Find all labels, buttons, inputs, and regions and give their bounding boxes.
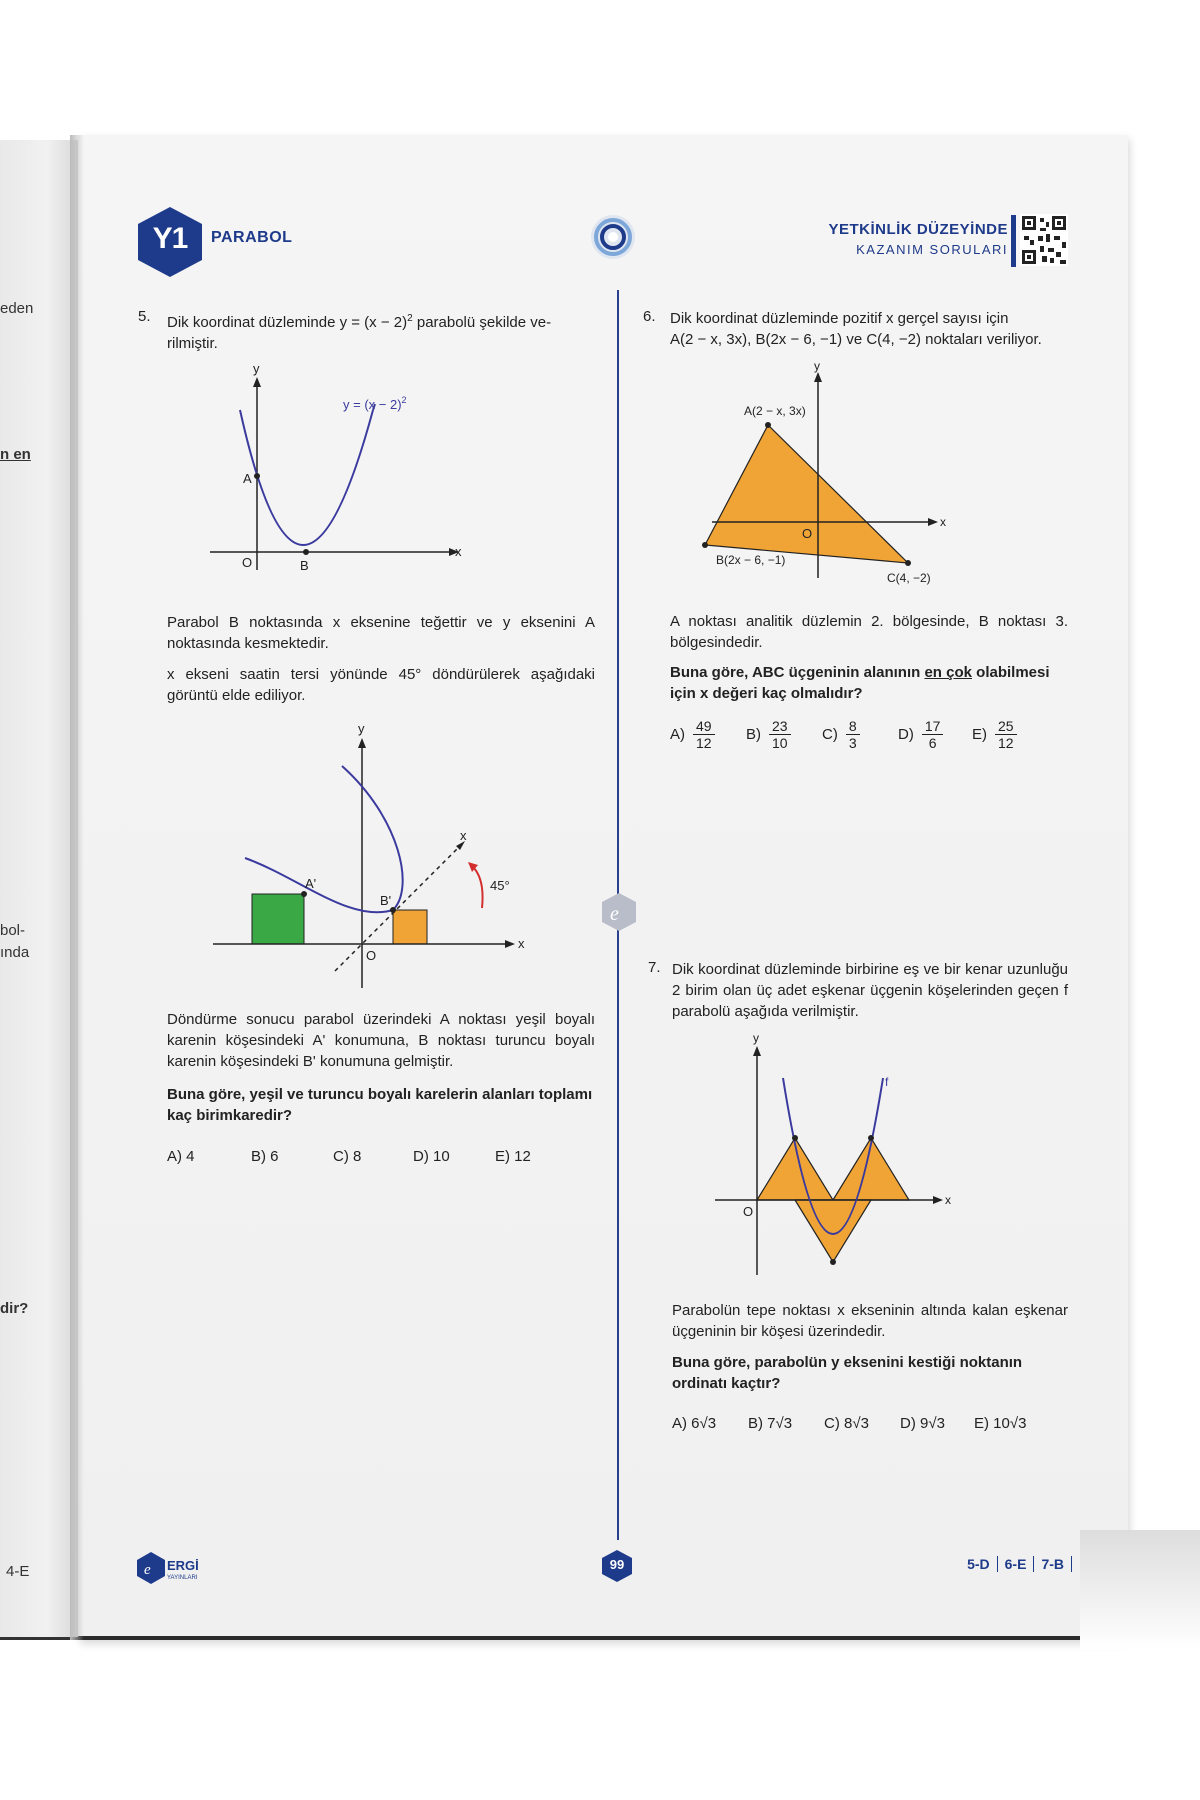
q6-intro-line-2: A(2 − x, 3x), B(2x − 6, −1) ve C(4, −2) noktaları veriliyor.: [670, 331, 1042, 348]
prev-page-fragment: 4-E: [6, 1563, 30, 1580]
q5-intro-exponent: 2: [407, 313, 413, 324]
label-x: x: [940, 515, 946, 529]
triangle-abc: [705, 425, 908, 563]
prev-page-fragment: ında: [0, 944, 30, 961]
vertex-point: [868, 1135, 874, 1141]
label-y: y: [814, 360, 820, 373]
q5-option[interactable]: E) 12: [495, 1148, 531, 1165]
label-x: x: [455, 544, 462, 559]
figure-q7-triangles: [705, 1030, 965, 1285]
label-origin: O: [242, 555, 253, 570]
q6-option[interactable]: A) $\frac{49}{12}$: [670, 718, 746, 751]
logo-text: ERGİ: [167, 1558, 199, 1573]
q7-paragraph-1: Parabolün tepe noktası x ekseninin altında kalan eşkenar üçgeninin bir köşesi üzerindedir.: [672, 1302, 1068, 1340]
q5-intro-text-c: rilmiştir.: [167, 335, 218, 352]
series-subtitle: KAZANIM SORULARI: [856, 242, 1008, 257]
curve-equation-label: $y = (x - 2)^2$: [343, 395, 407, 412]
rotated-parabola: [245, 766, 403, 912]
q6-paragraph-1: A noktası analitik düzlemin 2. bölgesinde, B noktası 3. bölgesindedir.: [670, 613, 1068, 651]
label-b: B: [300, 558, 309, 573]
q6-question: [670, 662, 1070, 704]
answer-key-item: 5-D: [960, 1556, 998, 1572]
q6-option[interactable]: D) $\frac{17}{6}$: [898, 718, 972, 751]
answer-key-item: 7-B: [1034, 1556, 1072, 1572]
q5-option[interactable]: A) 4: [167, 1148, 195, 1165]
q5-question: Buna göre, yeşil ve turuncu boyalı karelerin alanları toplamı kaç birimkaredir?: [167, 1086, 593, 1124]
q6-intro-line-1: Dik koordinat düzleminde pozitif x gerçel sayısı için: [670, 310, 1009, 327]
logo-hexagon-icon: [137, 1552, 165, 1584]
point-a: [765, 422, 771, 428]
unit-badge-label: Y1: [152, 222, 188, 255]
q5-intro-text: Dik koordinat düzleminde y = (x − 2): [167, 314, 408, 331]
y-axis-arrow-icon: [753, 1046, 761, 1056]
label-angle: 45°: [490, 878, 510, 893]
x-axis-arrow-icon: [928, 518, 938, 526]
question-5-intro: [167, 308, 595, 354]
q6-question-underlined: en çok: [924, 664, 972, 681]
header-accent-bar: [1011, 215, 1016, 267]
figure-q5-parabola: [205, 360, 475, 575]
label-y: y: [253, 361, 260, 376]
point-c: [905, 560, 911, 566]
q6-option[interactable]: C) $\frac{8}{3}$: [822, 718, 898, 751]
x-axis-arrow-icon: [505, 940, 515, 948]
y-axis-arrow-icon: [814, 372, 822, 382]
label-f: f: [885, 1075, 889, 1089]
q7-option[interactable]: E) 10√3: [974, 1415, 1027, 1432]
label-c: C(4, −2): [887, 571, 931, 585]
figure-q5-rotated: [210, 718, 540, 993]
q6-question-text: Buna göre, ABC üçgeninin alanının: [670, 664, 925, 681]
prev-page-fragment: eden: [0, 300, 34, 317]
label-origin: O: [802, 526, 813, 541]
prev-page-fragment: bol-: [0, 922, 26, 939]
spine-shadow: [70, 135, 84, 1640]
q6-option[interactable]: B) $\frac{23}{10}$: [746, 718, 822, 751]
q6-question-text-b: olabilmesi için x değeri kaç olmalıdır?: [670, 664, 1050, 702]
label-origin: O: [366, 948, 377, 963]
page-number: 99: [609, 1557, 625, 1572]
q7-option[interactable]: B) 7√3: [748, 1415, 793, 1432]
q5-paragraph-1: Parabol B noktasında x eksenine teğettir ve y eksenini A noktasında kesmektedir.: [167, 614, 595, 652]
label-rotated-x: x: [460, 828, 467, 843]
q6-options: [670, 718, 1048, 751]
question-5-number: 5.: [138, 308, 151, 325]
q5-option[interactable]: B) 6: [251, 1148, 279, 1165]
unit-title: PARABOL: [211, 229, 293, 246]
x-axis-arrow-icon: [933, 1196, 943, 1204]
q5-paragraph-2: x ekseni saatin tersi yönünde 45° döndürülerek aşağıdaki görüntü elde ediliyor.: [167, 666, 595, 704]
triangle-bottom: [795, 1200, 871, 1262]
label-b-prime: B': [380, 893, 392, 908]
q7-options: [672, 1415, 1050, 1432]
vertex-point: [792, 1135, 798, 1141]
question-6-intro: [670, 308, 1070, 350]
q5-options: [167, 1148, 575, 1165]
label-a: A(2 − x, 3x): [744, 404, 806, 418]
rotation-arrow: [472, 866, 483, 908]
point-a: [254, 473, 260, 479]
q5-paragraph-3: Döndürme sonucu parabol üzerindeki A noktası yeşil boyalı karenin köşesindeki A' konumuna, B noktası turuncu boyalı karenin köşesindeki B' konumuna gelmiştir.: [167, 1011, 595, 1070]
q7-option[interactable]: D) 9√3: [900, 1415, 945, 1432]
label-b: B(2x − 6, −1): [716, 553, 786, 567]
figure-q6-triangle: [700, 360, 960, 585]
label-x: x: [945, 1193, 951, 1207]
label-a-prime: A': [305, 876, 317, 891]
point-b: [702, 542, 708, 548]
qr-code-icon[interactable]: [1020, 214, 1068, 266]
svg-text:e: e: [144, 1562, 151, 1578]
y-axis-arrow-icon: [253, 377, 261, 387]
label-origin: O: [743, 1204, 754, 1219]
previous-page: [0, 140, 78, 1640]
label-y: y: [358, 721, 365, 736]
parabola-curve: [240, 410, 373, 545]
answer-key-item: 6-E: [998, 1556, 1035, 1572]
publisher-ring-icon: [588, 212, 638, 262]
q5-intro-text-b: parabolü şekilde ve-: [412, 314, 552, 331]
question-7-number: 7.: [648, 959, 661, 976]
q6-option[interactable]: E) $\frac{25}{12}$: [972, 718, 1048, 751]
logo-subtext: YAYINLARI: [167, 1575, 198, 1581]
point-a-prime: [301, 891, 307, 897]
orange-square: [393, 910, 427, 944]
q5-option[interactable]: C) 8: [333, 1148, 362, 1165]
page-shadow: [1080, 1530, 1200, 1650]
point-b: [303, 549, 309, 555]
question-7-intro: Dik koordinat düzleminde birbirine eş ve bir kenar uzunluğu 2 birim olan üç adet eşkenar üçgenin köşelerinden geçen f parabolü aşağıda verilmiştir.: [672, 961, 1068, 1020]
series-title: YETKİNLİK DÜZEYİNDE: [828, 221, 1008, 238]
q7-option[interactable]: A) 6√3: [672, 1415, 717, 1432]
prev-page-fragment: dir?: [0, 1300, 29, 1317]
publisher-logo: [135, 1548, 225, 1588]
q7-option[interactable]: C) 8√3: [824, 1415, 869, 1432]
label-a: A: [243, 471, 252, 486]
q5-option[interactable]: D) 10: [413, 1148, 450, 1165]
svg-text:e: e: [610, 903, 619, 925]
label-y: y: [753, 1031, 759, 1045]
q7-question: Buna göre, parabolün y eksenini kestiği noktanın ordinatı kaçtır?: [672, 1354, 1023, 1392]
prev-page-fragment: n en: [0, 446, 31, 463]
green-square: [252, 894, 304, 944]
publisher-e-icon: [600, 892, 638, 932]
vertex-point: [830, 1259, 836, 1265]
answer-key: [960, 1556, 1072, 1572]
question-6-number: 6.: [643, 308, 656, 325]
label-x: x: [518, 936, 525, 951]
y-axis-arrow-icon: [358, 738, 366, 748]
